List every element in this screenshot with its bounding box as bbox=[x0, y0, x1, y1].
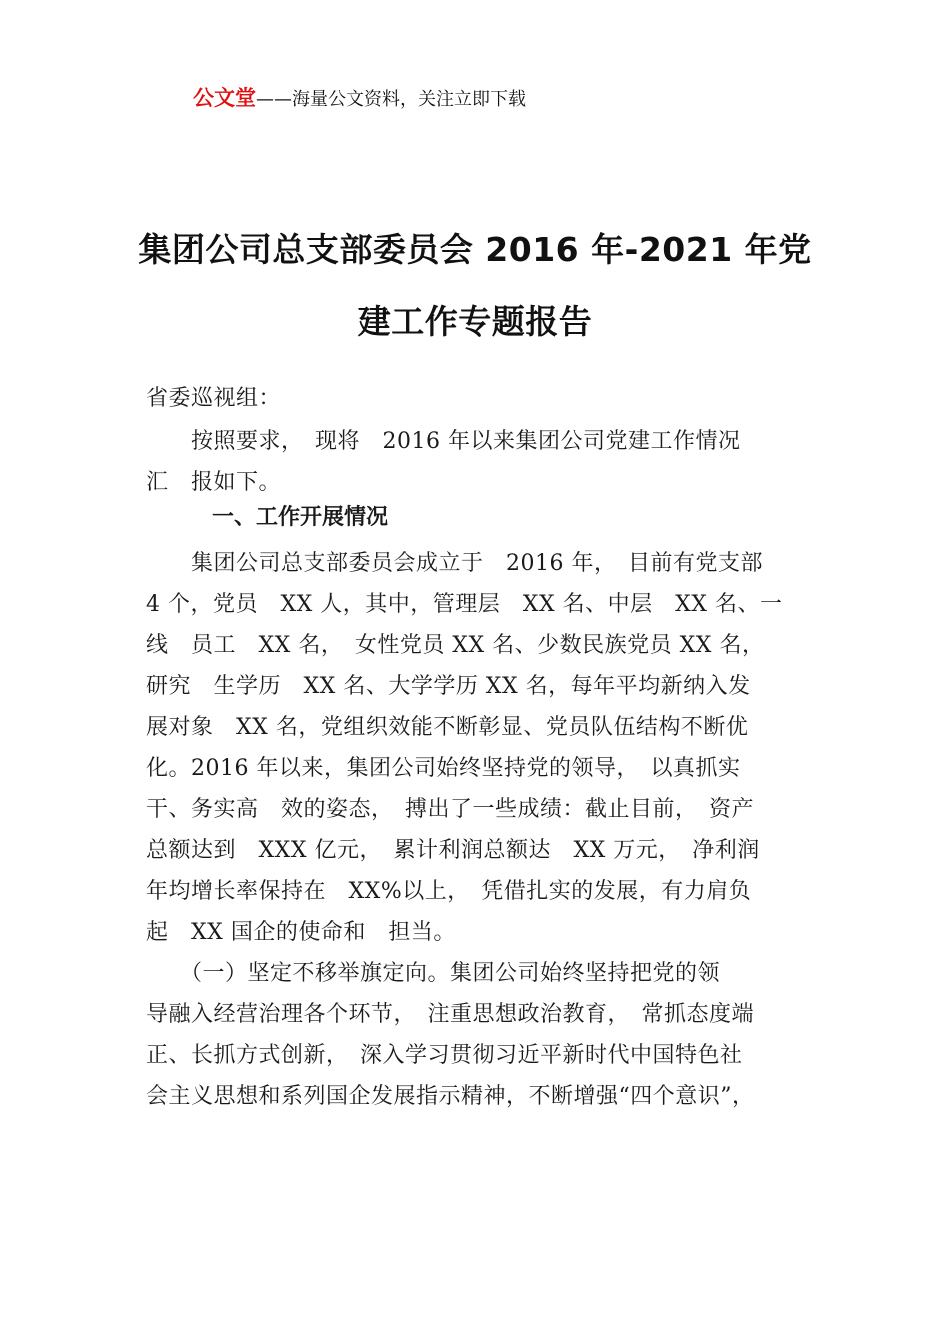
paragraph-line: 会主义思想和系列国企发展指示精神，不断增强“四个意识”， bbox=[146, 1084, 755, 1109]
title-line-1: 集团公司总支部委员会 2016 年-2021 年党 bbox=[138, 230, 812, 269]
title-line-2: 建工作专题报告 bbox=[357, 302, 593, 341]
paragraph-line: 年均增长率保持在 XX%以上， 凭借扎实的发展，有力肩负 bbox=[146, 879, 752, 904]
paragraph-line: 线 员工 XX 名， 女性党员 XX 名、少数民族党员 XX 名， bbox=[146, 633, 765, 658]
paragraph-line: 导融入经营治理各个环节， 注重思想政治教育， 常抓态度端 bbox=[146, 1002, 755, 1027]
paragraph-line: （一）坚定不移举旗定向。集团公司始终坚持把党的领 bbox=[146, 961, 721, 986]
paragraph-line: 化。2016 年以来，集团公司始终坚持党的领导， 以真抓实 bbox=[146, 756, 741, 781]
paragraph-line: 按照要求， 现将 2016 年以来集团公司党建工作情况 bbox=[146, 429, 741, 454]
paragraph-line: 正、长抓方式创新， 深入学习贯彻习近平新时代中国特色社 bbox=[146, 1043, 743, 1068]
document-title bbox=[120, 214, 830, 358]
paragraph-line: 汇 报如下。 bbox=[146, 470, 282, 495]
brand-name: 公文堂 bbox=[193, 86, 256, 110]
salutation bbox=[146, 378, 816, 419]
paragraph-line: 总额达到 XXX 亿元， 累计利润总额达 XX 万元， 净利润 bbox=[146, 838, 760, 863]
overview-paragraph bbox=[146, 543, 816, 953]
intro-paragraph bbox=[146, 421, 816, 503]
paragraph-line: 集团公司总支部委员会成立于 2016 年， 目前有党支部 bbox=[146, 551, 763, 576]
header-banner bbox=[193, 84, 526, 114]
paragraph-line: 研究 生学历 XX 名、大学学历 XX 名，每年平均新纳入发 bbox=[146, 674, 751, 699]
paragraph-line: 干、务实高 效的姿态， 搏出了一些成绩：截止目前， 资产 bbox=[146, 797, 755, 822]
header-tagline: ——海量公文资料，关注立即下载 bbox=[256, 89, 526, 110]
subsection-paragraph bbox=[146, 953, 816, 1117]
section-heading: 一、工作开展情况 bbox=[212, 505, 389, 530]
salutation-text: 省委巡视组： bbox=[146, 386, 282, 411]
paragraph-line: 4 个，党员 XX 人，其中，管理层 XX 名、中层 XX 名、一 bbox=[146, 592, 783, 617]
paragraph-line: 展对象 XX 名，党组织效能不断彰显、党员队伍结构不断优 bbox=[146, 715, 749, 740]
paragraph-line: 起 XX 国企的使命和 担当。 bbox=[146, 920, 456, 945]
